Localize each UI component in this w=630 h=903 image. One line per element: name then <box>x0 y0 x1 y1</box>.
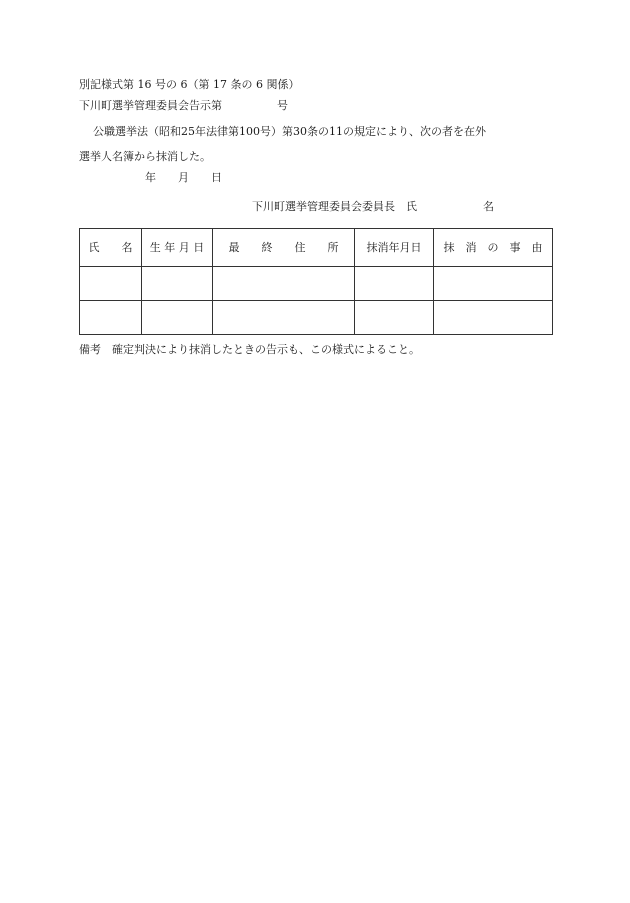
table-cell <box>213 267 355 301</box>
table-cell <box>142 301 213 335</box>
form-title: 別記様式第 16 号の 6（第 17 条の 6 関係） <box>79 78 300 91</box>
table-cell <box>142 267 213 301</box>
remarks-line: 備考 確定判決により抹消したときの告示も、この様式によること。 <box>79 343 420 356</box>
table-row <box>80 301 553 335</box>
date-line: 年 月 日 <box>145 171 222 184</box>
header-birth-date: 生 年 月 日 <box>142 229 213 267</box>
header-last-address: 最 終 住 所 <box>213 229 355 267</box>
records-table <box>79 228 553 335</box>
header-deletion-reason: 抹 消 の 事 由 <box>434 229 553 267</box>
table-cell <box>80 301 142 335</box>
table-cell <box>355 301 434 335</box>
table-header-row <box>80 229 553 267</box>
table-cell <box>213 301 355 335</box>
notice-number-line: 下川町選挙管理委員会告示第 号 <box>79 99 288 112</box>
signature-line: 下川町選挙管理委員会委員長 氏 名 <box>252 200 494 213</box>
table-cell <box>355 267 434 301</box>
table-row <box>80 267 553 301</box>
body-text-line-2: 選挙人名簿から抹消した。 <box>79 150 211 163</box>
header-deletion-date: 抹消年月日 <box>355 229 434 267</box>
table-cell <box>80 267 142 301</box>
body-text-line-1: 公職選挙法（昭和25年法律第100号）第30条の11の規定により、次の者を在外 <box>93 125 486 138</box>
header-name: 氏 名 <box>80 229 142 267</box>
table-cell <box>434 267 553 301</box>
table-cell <box>434 301 553 335</box>
